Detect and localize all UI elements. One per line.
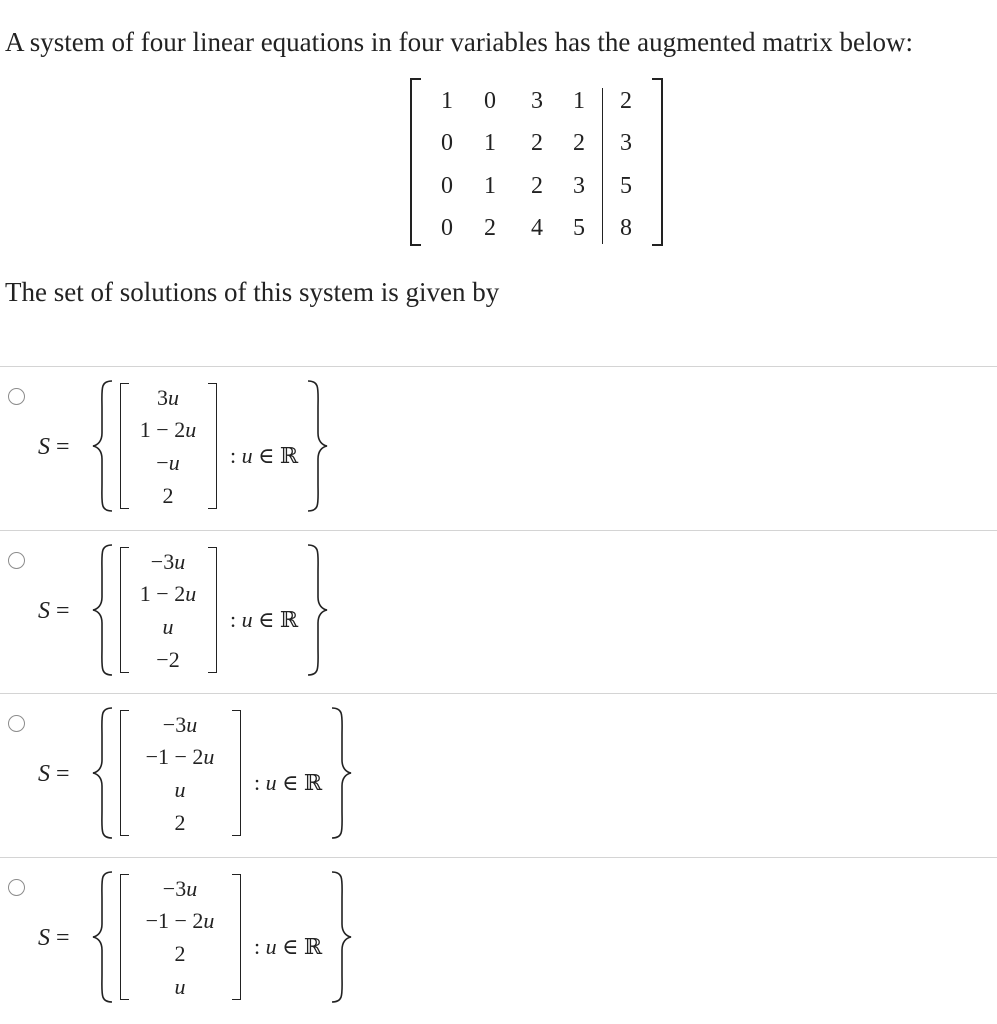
matrix-cell: 5	[573, 215, 585, 241]
matrix-cell: 2	[620, 88, 632, 114]
vector-entry: 1 − 2u	[139, 417, 197, 442]
vector-entry: u	[174, 777, 186, 802]
augmented-matrix	[410, 78, 663, 244]
solution-set	[90, 870, 355, 1004]
matrix-cell: 8	[620, 215, 632, 241]
radio-button[interactable]	[8, 715, 25, 732]
matrix-cell: 1	[484, 173, 496, 199]
answer-option-1[interactable]	[0, 368, 997, 528]
right-brace	[328, 706, 354, 840]
answer-option-2[interactable]	[0, 532, 997, 692]
matrix-cell: 0	[484, 88, 496, 114]
vector-entry: −u	[156, 450, 180, 475]
set-label: S =	[38, 925, 70, 951]
set-condition: : u ∈ ℝ	[254, 770, 323, 795]
right-brace	[304, 543, 330, 677]
matrix-cell: 3	[620, 130, 632, 156]
vector-entry: u	[174, 974, 186, 999]
answer-option-4[interactable]	[0, 859, 997, 1019]
vector-entry: 2	[174, 941, 186, 966]
radio-button[interactable]	[8, 388, 25, 405]
solution-prompt: The set of solutions of this system is given by	[5, 277, 500, 307]
matrix-cell: 5	[620, 173, 632, 199]
option-divider	[0, 530, 997, 531]
vector-right-bracket	[208, 383, 217, 509]
solution-set	[90, 706, 355, 840]
right-brace	[304, 379, 330, 513]
vector-entry: 2	[162, 483, 174, 508]
vector-entry: u	[162, 614, 174, 639]
augment-divider	[602, 88, 603, 244]
vector-right-bracket	[208, 547, 217, 673]
matrix-cell: 1	[484, 130, 496, 156]
answer-option-3[interactable]	[0, 695, 997, 855]
solution-set	[90, 379, 330, 513]
vector-entry: 2	[174, 810, 186, 835]
option-divider	[0, 366, 997, 367]
radio-button[interactable]	[8, 879, 25, 896]
matrix-right-bracket	[652, 78, 663, 246]
matrix-cell: 2	[484, 215, 496, 241]
vector-entry: −3u	[162, 712, 198, 737]
left-brace	[90, 870, 116, 1004]
left-brace	[90, 706, 116, 840]
vector-entry: −3u	[162, 876, 198, 901]
radio-button[interactable]	[8, 552, 25, 569]
matrix-cell: 3	[531, 88, 543, 114]
matrix-cell: 1	[573, 88, 585, 114]
matrix-cell: 0	[441, 130, 453, 156]
vector-entry: −2	[156, 647, 180, 672]
vector-entry: 1 − 2u	[139, 581, 197, 606]
set-label: S =	[38, 598, 70, 624]
set-condition: : u ∈ ℝ	[254, 934, 323, 959]
matrix-left-bracket	[410, 78, 421, 246]
left-brace	[90, 379, 116, 513]
left-brace	[90, 543, 116, 677]
vector-entry: −1 − 2u	[145, 908, 215, 933]
set-condition: : u ∈ ℝ	[230, 607, 299, 632]
vector-right-bracket	[232, 874, 241, 1000]
matrix-cell: 2	[573, 130, 585, 156]
option-divider	[0, 693, 997, 694]
right-brace	[328, 870, 354, 1004]
question-text: A system of four linear equations in four variables has the augmented matrix below:	[5, 27, 914, 57]
matrix-cell: 3	[573, 173, 585, 199]
solution-set	[90, 543, 330, 677]
matrix-cell: 2	[531, 130, 543, 156]
matrix-cell: 2	[531, 173, 543, 199]
set-condition: : u ∈ ℝ	[230, 443, 299, 468]
set-label: S =	[38, 761, 70, 787]
matrix-cell: 4	[531, 215, 543, 241]
vector-entry: −1 − 2u	[145, 744, 215, 769]
vector-entry: −3u	[150, 549, 186, 574]
vector-right-bracket	[232, 710, 241, 836]
matrix-cell: 0	[441, 215, 453, 241]
set-label: S =	[38, 434, 70, 460]
matrix-cell: 1	[441, 88, 453, 114]
matrix-cell: 0	[441, 173, 453, 199]
vector-entry: 3u	[157, 385, 179, 410]
option-divider	[0, 857, 997, 858]
